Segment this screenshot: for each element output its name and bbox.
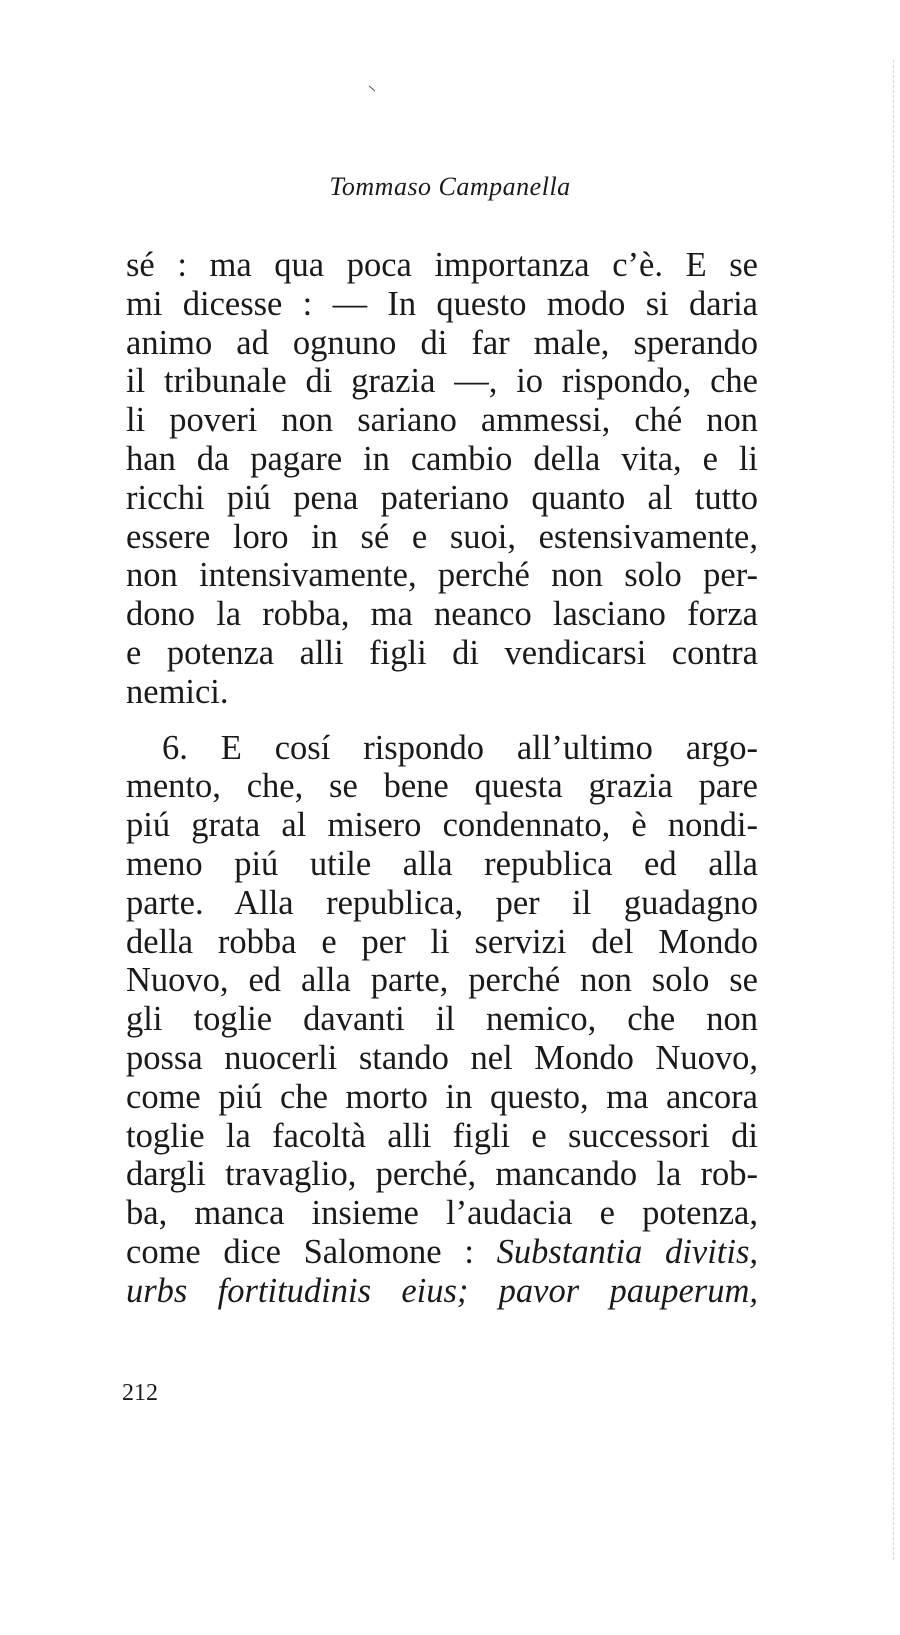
text-line: Nuovo, ed alla parte, perché non solo se [126, 961, 758, 1000]
body-text [126, 246, 758, 1311]
text-line: come piú che morto in questo, ma ancora [126, 1077, 758, 1116]
text-line: il tribunale di grazia —, io rispondo, che [126, 362, 758, 401]
text-line: ricchi piú pena pateriano quanto al tutto [126, 478, 758, 517]
text-line: mi dicesse : — In questo modo si daria [126, 284, 758, 323]
page-number: 212 [122, 1380, 158, 1406]
text-line: ba, manca insieme l’audacia e potenza, [126, 1194, 758, 1233]
text-line: nemici. [126, 672, 229, 711]
text-line-mixed [126, 1233, 758, 1272]
paragraph-1 [126, 246, 758, 712]
text-line: li poveri non sariano ammessi, ché non [126, 401, 758, 440]
text-line: 6. E cosí rispondo all’ultimo argo- [162, 728, 758, 767]
text-line: e potenza alli figli di vendicarsi contra [126, 633, 758, 672]
text-line: dargli travaglio, perché, mancando la rob- [126, 1155, 758, 1194]
text-line: non intensivamente, perché non solo per- [126, 556, 758, 595]
text-line: della robba e per li servizi del Mondo [126, 922, 758, 961]
text-line: meno piú utile alla republica ed alla [126, 844, 758, 883]
text-line: animo ad ognuno di far male, sperando [126, 323, 758, 362]
page-edge [893, 60, 900, 1560]
text-line: toglie la facoltà alli figli e successori di [126, 1116, 758, 1155]
text-line: dono la robba, ma neanco lasciano forza [126, 595, 758, 634]
latin-quotation-line: urbs fortitudinis eius; pavor pauperum, [126, 1271, 758, 1310]
text-line: mento, che, se bene questa grazia pare [126, 767, 758, 806]
text-line: gli toglie davanti il nemico, che non [126, 1000, 758, 1039]
text-line: han da pagare in cambio della vita, e li [126, 439, 758, 478]
latin-quotation: Substantia divitis, [496, 1232, 758, 1271]
paragraph-2 [126, 729, 758, 1311]
running-head: Tommaso Campanella [329, 172, 571, 201]
scan-mark [369, 86, 376, 92]
text-line: parte. Alla republica, per il guadagno [126, 883, 758, 922]
text-line: piú grata al misero condennato, è nondi- [126, 806, 758, 845]
text-line: sé : ma qua poca importanza c’è. E se [126, 246, 758, 284]
text-line: possa nuocerli stando nel Mondo Nuovo, [126, 1038, 758, 1077]
roman-text: come dice Salomone : [126, 1232, 497, 1271]
text-line: essere loro in sé e suoi, estensivamente, [126, 517, 758, 556]
paragraph-gap [126, 712, 758, 729]
